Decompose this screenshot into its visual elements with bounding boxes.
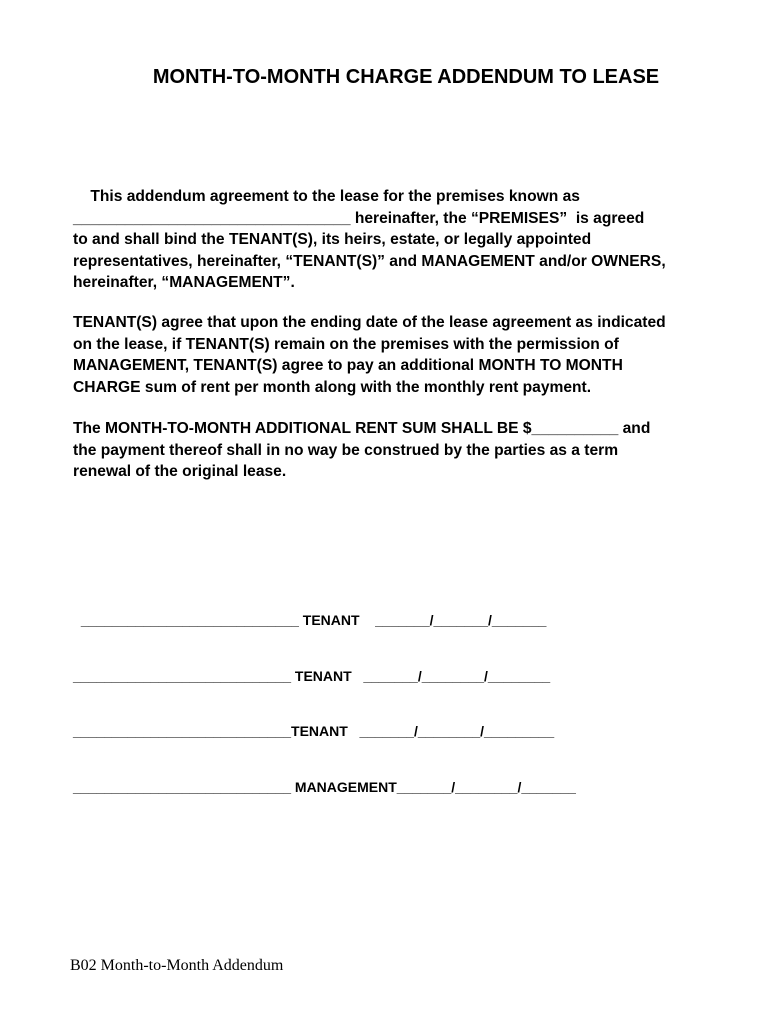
paragraph-line: hereinafter, “MANAGEMENT”. — [73, 274, 295, 291]
paragraph-line: MANAGEMENT, TENANT(S) agree to pay an additional MONTH TO MONTH — [73, 357, 623, 374]
management-signature-line: ____________________________ MANAGEMENT_______/________/_______ — [73, 779, 576, 795]
tenant-agreement-paragraph — [73, 312, 753, 398]
document-title: MONTH-TO-MONTH CHARGE ADDENDUM TO LEASE — [152, 66, 660, 88]
tenant-signature-line: ____________________________ TENANT _______/_______/_______ — [77, 612, 547, 628]
paragraph-line: to and shall bind the TENANT(S), its heirs, estate, or legally appointed — [73, 231, 592, 248]
tenant-signature-line: ____________________________ TENANT _______/________/________ — [73, 668, 551, 684]
paragraph-line: CHARGE sum of rent per month along with the monthly rent payment. — [73, 378, 592, 396]
paragraph-line: on the lease, if TENANT(S) remain on the premises with the permission of — [73, 335, 619, 353]
paragraph-line: This addendum agreement to the lease for the premises known as — [73, 188, 580, 205]
premises-paragraph — [73, 186, 753, 294]
paragraph-line: The MONTH-TO-MONTH ADDITIONAL RENT SUM SHALL BE $__________ and — [73, 420, 651, 437]
document-footer: B02 Month-to-Month Addendum — [70, 957, 284, 974]
paragraph-line: TENANT(S) agree that upon the ending date of the lease agreement as indicated — [73, 314, 666, 331]
paragraph-line: representatives, hereinafter, “TENANT(S)” and MANAGEMENT and/or OWNERS, — [73, 252, 666, 270]
paragraph-line: the payment thereof shall in no way be construed by the parties as a term — [73, 441, 619, 459]
paragraph-line: ________________________________ hereinafter, the “PREMISES” is agreed — [73, 209, 645, 227]
paragraph-line: renewal of the original lease. — [73, 463, 287, 480]
rent-sum-paragraph — [73, 418, 753, 483]
tenant-signature-line: ____________________________TENANT _______/________/_________ — [73, 723, 555, 739]
